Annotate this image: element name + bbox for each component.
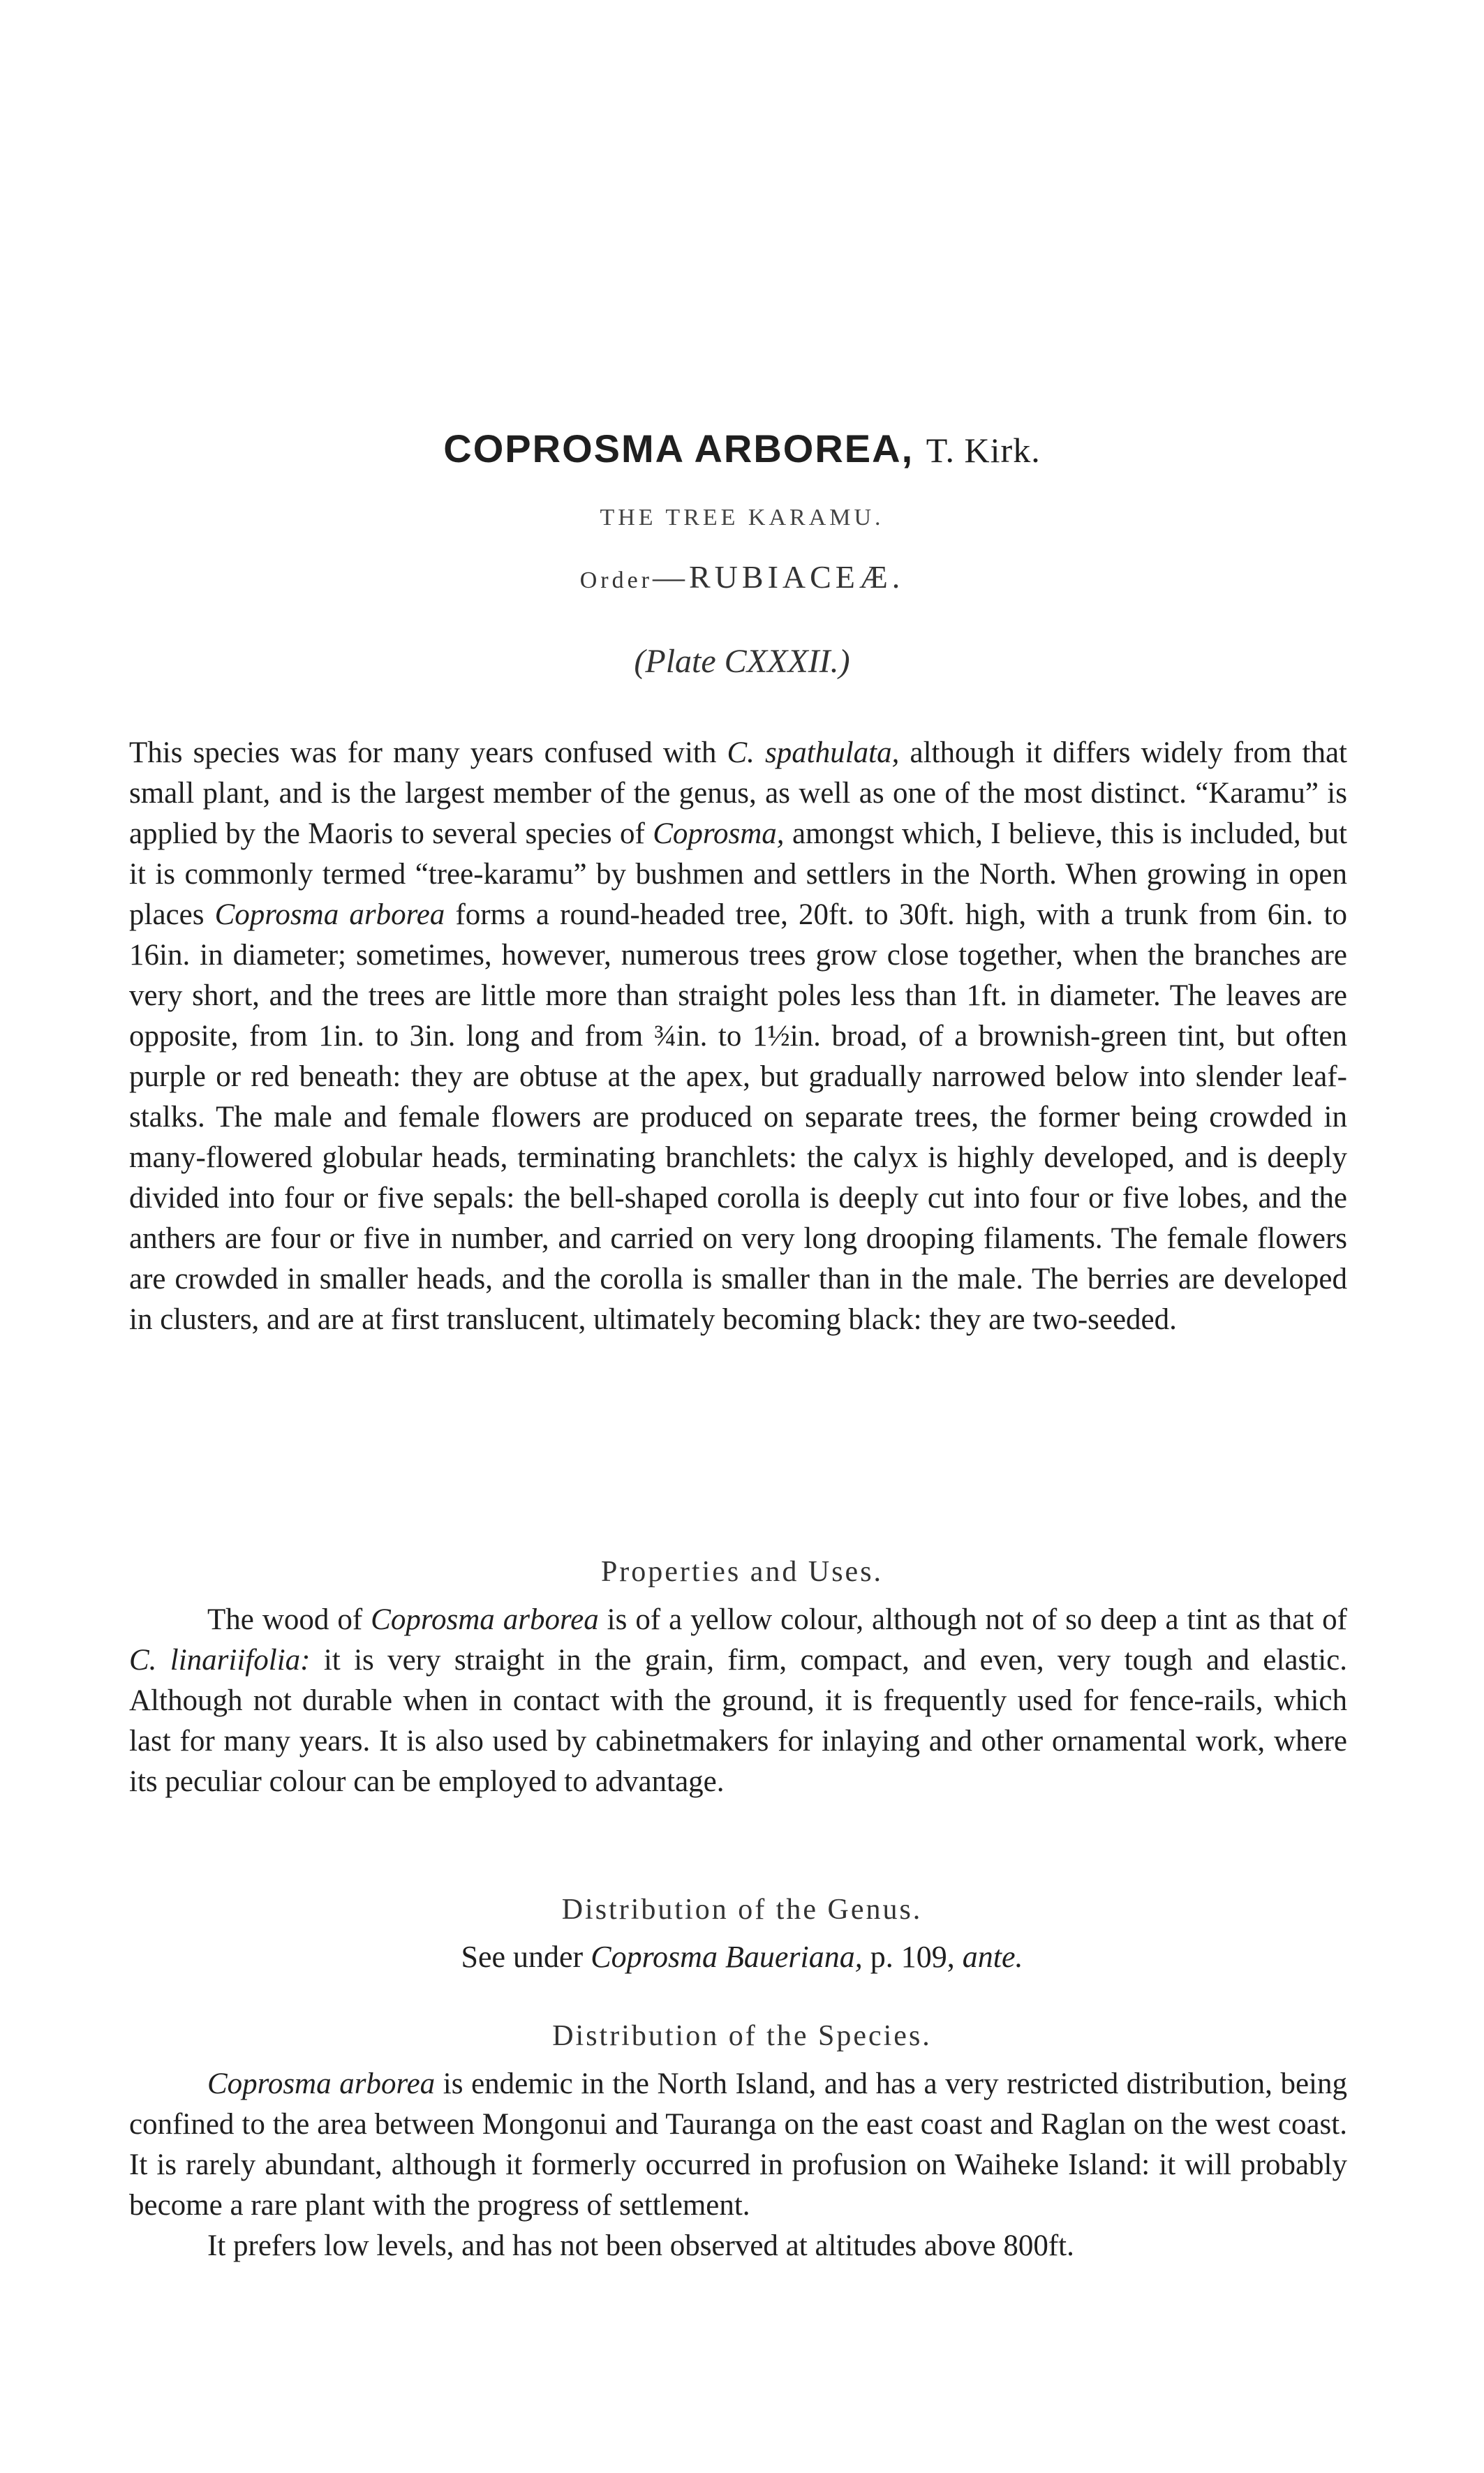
description-text-3: amongst which, I believe, this is included, but it is commonly termed “tree-karamu” by bushmen and settlers in the North. When growing in open places (129, 817, 1347, 931)
genus-reference (0, 1939, 1484, 1975)
genus-ref-prefix: See under (461, 1940, 591, 1974)
species-paragraph (129, 2064, 1347, 2226)
properties-italic-1: Coprosma arborea (371, 1603, 599, 1636)
title-author: T. Kirk. (926, 431, 1041, 470)
genus-ref-page: p. 109, (862, 1940, 963, 1974)
description-text-2: although it differs widely from that small plant, and is the largest member of the genus, as well as one of the most distinct. “Karamu” is applied by the Maoris to several species of (129, 736, 1347, 850)
description-italic-3: Coprosma arborea (214, 898, 445, 931)
description-italic-2: Coprosma, (653, 817, 785, 850)
description-paragraph (129, 733, 1347, 1340)
description-italic-1: C. spathulata, (727, 736, 900, 769)
description-text-4: forms a round-headed tree, 20ft. to 30ft. high, with a trunk from 6in. to 16in. in diameter; sometimes, however, numerous trees grow close together, when the branches are very short, and the trees are little more than straight poles less than 1ft. in diameter. The leaves are opposite, from 1in. to 3in. long and from ¾in. to 1½in. broad, of a brownish-green tint, but often purple or red beneath: they are obtuse at the apex, but gradually narrowed below into slender leaf-stalks. The male and female flowers are produced on separate trees, the former being crowded in many-flowered globular heads, terminating branchlets: the calyx is highly developed, and is deeply divided into four or five sepals: the bell-shaped corolla is deeply cut into four or five lobes, and the anthers are four or five in number, and carried on very long drooping filaments. The female flowers are crowded in smaller heads, and the corolla is smaller than in the male. The berries are developed in clusters, and are at first translucent, ultimately becoming black: they are two-seeded. (129, 898, 1347, 1336)
species-italic-1: Coprosma arborea (207, 2067, 436, 2100)
order-line (0, 558, 1484, 595)
title-species: COPROSMA ARBOREA, (443, 426, 914, 470)
properties-text-1: The wood of (207, 1603, 371, 1636)
species-heading: Distribution of the Species. (552, 2020, 932, 2052)
properties-text-3: it is very straight in the grain, firm, compact, and even, very tough and elastic. Although not durable when in contact with the ground, it is frequently used for fence-rails, which last for many years. It is also used by cabinetmakers for inlaying and other ornamental work, where its peculiar colour can be employed to advantage. (129, 1644, 1347, 1798)
species-section (129, 2064, 1347, 2266)
genus-ref-species: Coprosma Baueriana, (591, 1940, 863, 1974)
page-title (0, 426, 1484, 471)
genus-heading: Distribution of the Genus. (561, 1894, 923, 1926)
description-section (129, 733, 1347, 1340)
properties-section (129, 1600, 1347, 1802)
order-name: RUBIACEÆ. (688, 559, 905, 595)
description-text-1: This species was for many years confused with (129, 736, 727, 769)
species-text-1: is endemic in the North Island, and has a very restricted distribution, being confined to the area between Mongonui and Tauranga on the east coast and Raglan on the west coast. It is rarely abundant, although it formerly occurred in profusion on Waiheke Island: it will probably become a rare plant with the progress of settlement. (129, 2067, 1347, 2222)
order-dash: — (652, 559, 689, 595)
order-label: Order (579, 567, 653, 593)
properties-text-2: is of a yellow colour, although not of so deep a tint as that of (598, 1603, 1347, 1636)
altitude-paragraph: It prefers low levels, and has not been observed at altitudes above 800ft. (207, 2229, 1074, 2262)
plate-reference: (Plate CXXXII.) (634, 643, 850, 680)
common-name: THE TREE KARAMU. (600, 505, 884, 530)
properties-italic-2: C. linariifolia: (129, 1644, 311, 1677)
properties-heading: Properties and Uses. (600, 1556, 884, 1588)
genus-ref-ante: ante. (962, 1940, 1023, 1974)
properties-paragraph (129, 1600, 1347, 1802)
